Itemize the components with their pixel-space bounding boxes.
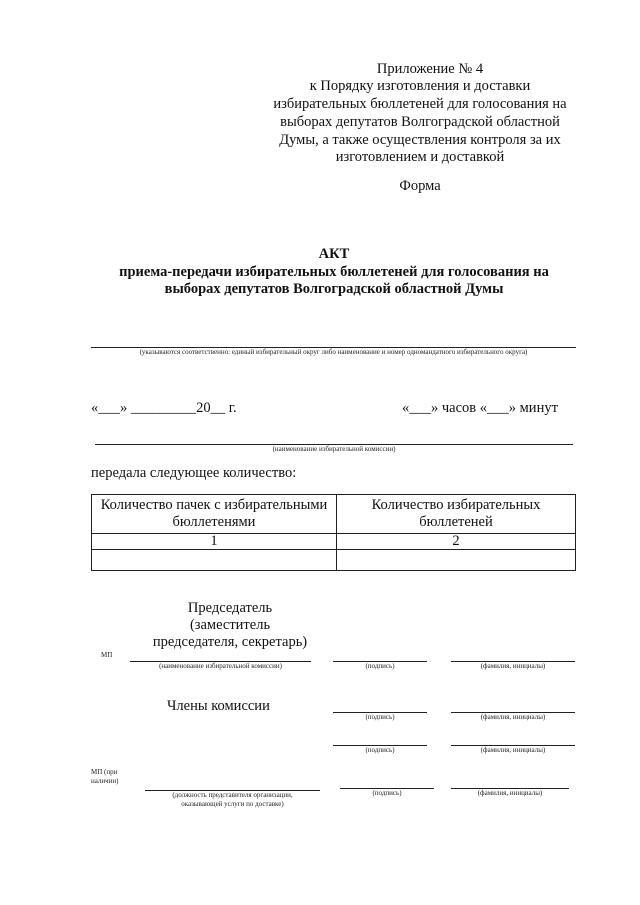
chair-label-3: председателя, секретарь): [152, 634, 308, 650]
form-label: Форма: [399, 178, 441, 194]
member2-name-caption: (фамилия, инициалы): [480, 746, 546, 754]
rep-name-caption: (фамилия, инициалы): [477, 789, 543, 797]
quantity-table: [91, 494, 576, 571]
member1-name-caption: (фамилия, инициалы): [480, 713, 546, 721]
act-subtitle-1: приема-передачи избирательных бюллетеней для голосования на: [119, 264, 549, 280]
commission-name-caption: (наименование избирательной комиссии): [159, 662, 282, 670]
member2-signature-caption: (подпись): [365, 746, 395, 754]
chair-name-caption: (фамилия, инициалы): [480, 662, 546, 670]
mp-if-any-label-2: наличии): [91, 777, 119, 785]
table-number-2: 2: [337, 534, 576, 550]
header-line-2: избирательных бюллетеней для голосования на: [273, 96, 567, 112]
date-field: «___» _________20__ г.: [91, 400, 237, 416]
chair-label-2: (заместитель: [189, 617, 271, 633]
rep-signature-caption: (подпись): [372, 789, 402, 797]
header-line-1: к Порядку изготовления и доставки: [309, 78, 531, 94]
act-subtitle-2: выборах депутатов Волгоградской областной Думы: [164, 281, 504, 297]
chair-label-1: Председатель: [187, 600, 273, 616]
commission-caption: (наименование избирательной комиссии): [272, 445, 396, 453]
table-number-1: 1: [92, 534, 337, 550]
member1-signature-caption: (подпись): [365, 713, 395, 721]
appendix-number: Приложение № 4: [376, 61, 484, 77]
header-line-3: выборах депутатов Волгоградской областной: [280, 114, 560, 130]
table-header-packs: Количество пачек с избирательными бюллетенями: [92, 495, 337, 534]
rep-caption-1: (должность представителя организации,: [172, 791, 293, 799]
members-label: Члены комиссии: [167, 698, 270, 714]
mp-if-any-label-1: МП (при: [91, 768, 118, 776]
table-empty-cell-2: [337, 550, 576, 571]
mp-label: МП: [101, 651, 113, 659]
header-line-4: Думы, а также осуществления контроля за их: [279, 132, 561, 148]
chair-signature-caption: (подпись): [365, 662, 395, 670]
transferred-text: передала следующее количество:: [91, 465, 297, 481]
table-header-ballots: Количество избирательных бюллетеней: [337, 495, 576, 534]
table-empty-cell-1: [92, 550, 337, 571]
act-title: АКТ: [318, 246, 350, 262]
district-caption: (указываются соответственно: единый избирательный округ либо наименование и номер одномандатного избирательного округа): [139, 348, 528, 356]
header-line-5: изготовлением и доставкой: [335, 149, 505, 165]
rep-caption-2: оказывающей услуги по доставке): [181, 800, 284, 808]
time-field: «___» часов «___» минут: [402, 400, 558, 416]
